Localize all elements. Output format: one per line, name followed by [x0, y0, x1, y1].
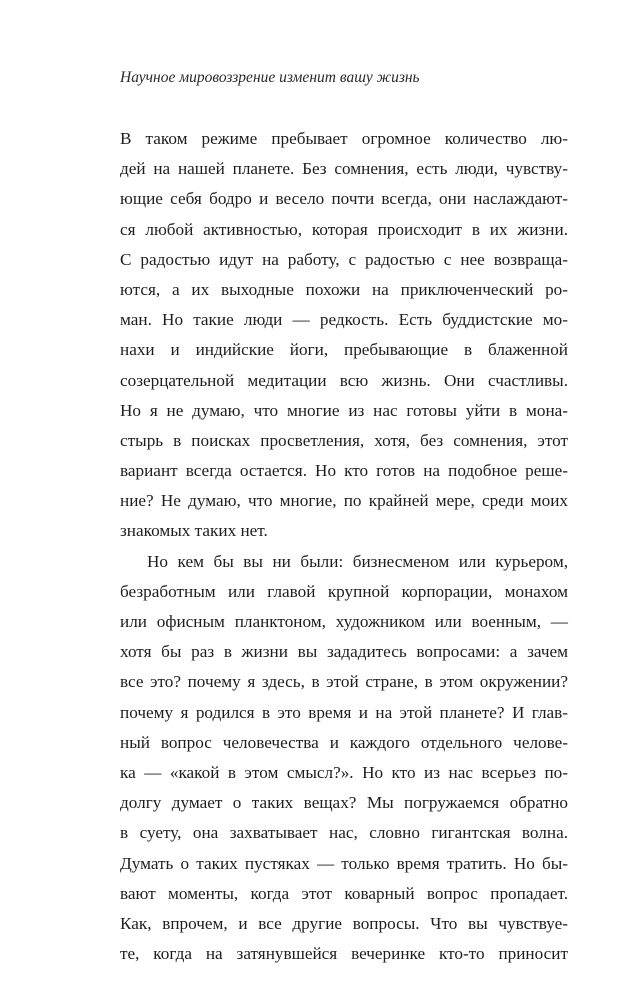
text-line: ние? Не думаю, что многие, по крайней мере, среди моих [120, 491, 568, 511]
text-line: дей на нашей планете. Без сомнения, есть люди, чувству- [120, 159, 568, 179]
text-line: ман. Но такие люди — редкость. Есть буддистские мо- [120, 310, 568, 330]
text-line: знакомых таких нет. [120, 521, 268, 541]
text-line: В таком режиме пребывает огромное количество лю- [120, 129, 568, 148]
text-line: в суету, она захватывает нас, словно гигантская волна. [120, 823, 568, 843]
text-line: ка — «какой в этом смысл?». Но кто из нас всерьез по- [120, 762, 568, 782]
text-line: ный вопрос человечества и каждого отдельного челове- [120, 732, 568, 752]
text-line: стырь в поисках просветления, хотя, без сомнения, этот [120, 430, 568, 450]
text-line: вают моменты, когда этот коварный вопрос пропадает. [120, 883, 568, 903]
text-line: Но кем бы вы ни были: бизнесменом или курьером, [147, 551, 568, 571]
paragraph-2 [120, 547, 568, 970]
text-line: созерцательной медитации всю жизнь. Они счастливы. [120, 370, 568, 390]
text-line: ющие себя бодро и весело почти всегда, они наслаждают- [120, 189, 568, 209]
text-line: хотя бы раз в жизни вы зададитесь вопросами: а зачем [120, 642, 568, 662]
body-text [120, 124, 568, 969]
text-line: те, когда на затянувшейся вечеринке кто-то приносит [120, 944, 568, 964]
text-line: нахи и индийские йоги, пребывающие в блаженной [120, 340, 568, 360]
running-head: Научное мировоззрение изменит вашу жизнь [120, 69, 420, 86]
text-line: Но я не думаю, что многие из нас готовы уйти в мона- [120, 400, 568, 420]
text-line: Думать о таких пустяках — только время тратить. Но бы- [120, 853, 568, 873]
paragraph-1 [120, 124, 568, 547]
text-line: безработным или главой крупной корпорации, монахом [120, 581, 568, 601]
text-line: ся любой активностью, которая происходит в их жизни. [120, 219, 568, 239]
text-line: почему я родился в это время и на этой планете? И глав- [120, 702, 568, 722]
text-line: ются, а их выходные похожи на приключенческий ро- [120, 279, 568, 299]
text-line: долгу думает о таких вещах? Мы погружаемся обратно [120, 793, 568, 813]
text-line: все это? почему я здесь, в этой стране, в этом окружении? [120, 672, 568, 692]
text-line: Как, впрочем, и все другие вопросы. Что вы чувствуе- [120, 913, 568, 933]
text-line: С радостью идут на работу, с радостью с нее возвраща- [120, 249, 568, 269]
text-line: вариант всегда остается. Но кто готов на подобное реше- [120, 461, 568, 481]
text-line: или офисным планктоном, художником или военным, — [120, 612, 568, 631]
